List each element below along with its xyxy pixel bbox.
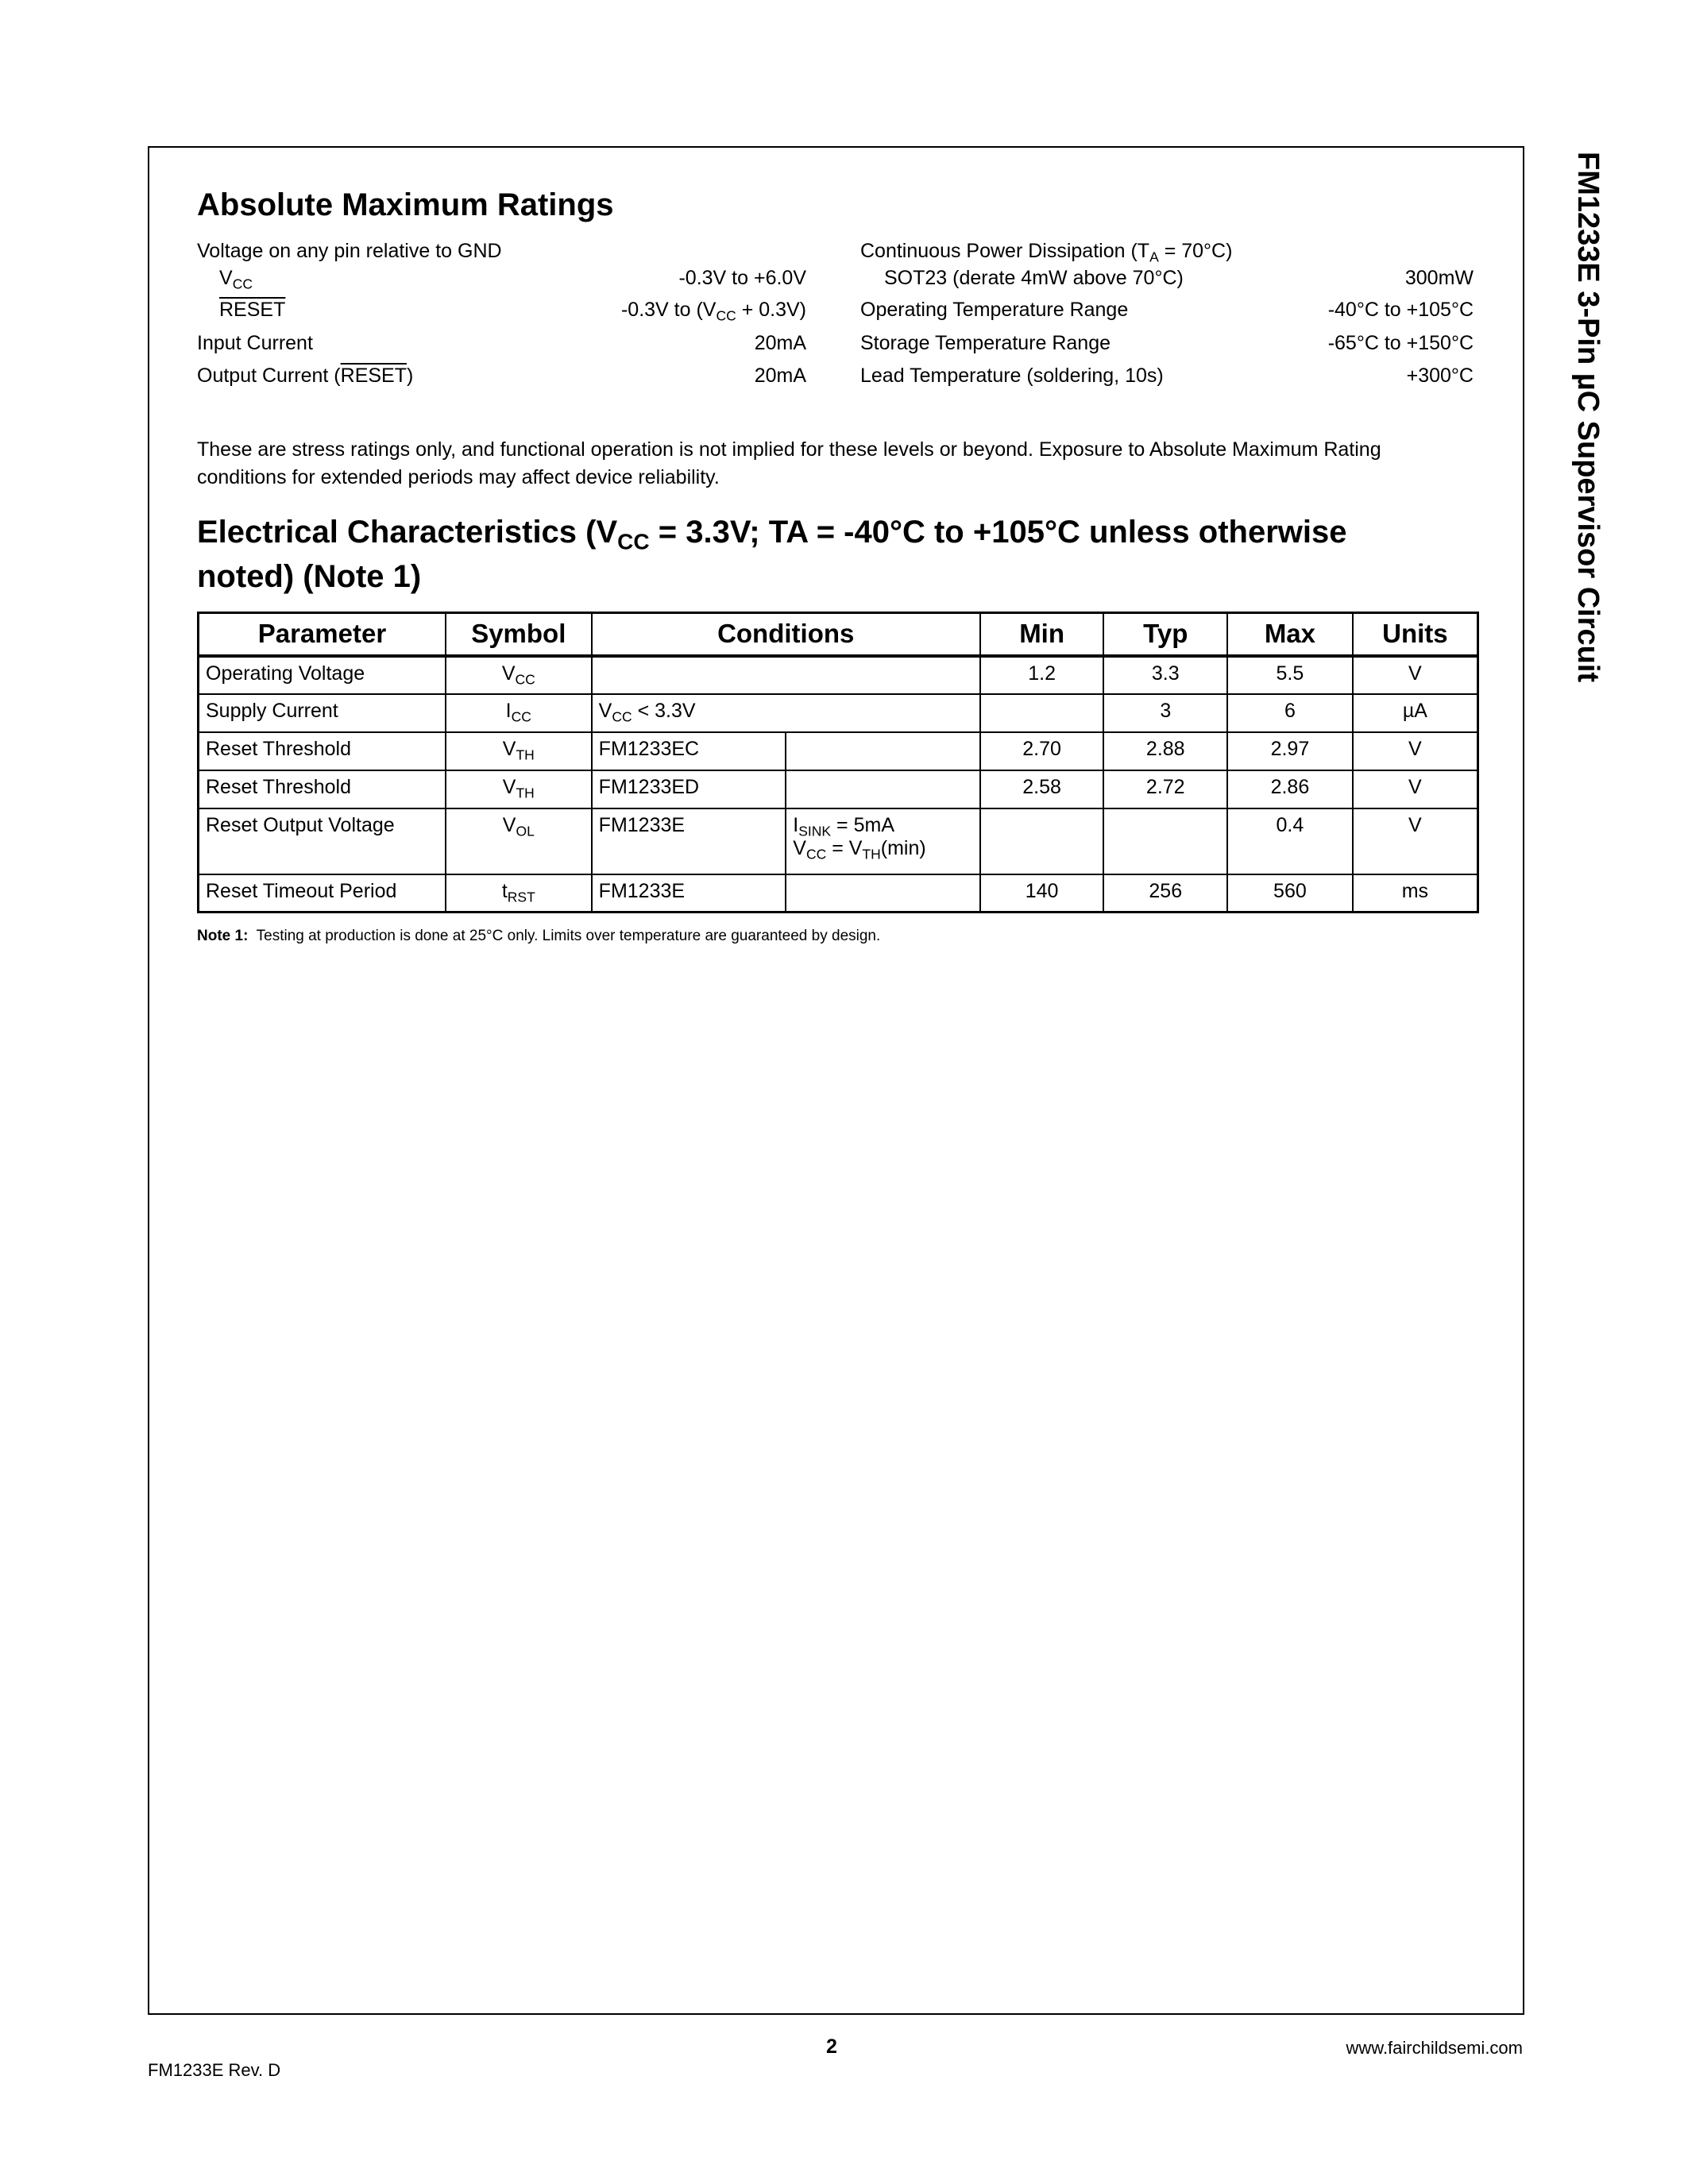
amr-left-header: Voltage on any pin relative to GND — [197, 240, 502, 262]
table-row — [199, 732, 1478, 770]
pd-pre: Continuous Power Dissipation (T — [860, 240, 1150, 262]
cell-symbol — [446, 732, 592, 770]
amr-output-current-value: 20mA — [754, 365, 806, 387]
cell-units: V — [1353, 808, 1478, 874]
cell-min — [980, 808, 1104, 874]
table-row — [199, 808, 1478, 874]
amr-input-current-label: Input Current — [197, 332, 313, 354]
oc-reset: RESET — [340, 365, 407, 387]
amr-storage-value: -65°C to +150°C — [1327, 332, 1474, 354]
cell-param: Reset Output Voltage — [199, 808, 446, 874]
amr-input-current-value: 20mA — [754, 332, 806, 354]
header-parameter: Parameter — [199, 613, 446, 656]
oc-pre: Output Current ( — [197, 365, 341, 387]
cell-param: Supply Current — [199, 694, 446, 732]
cell-units: V — [1353, 770, 1478, 808]
sym-sub: CC — [515, 670, 535, 687]
cell-condition-detail — [786, 874, 980, 913]
amr-title: Absolute Maximum Ratings — [197, 187, 614, 222]
cell-units: µA — [1353, 694, 1478, 732]
amr-output-current-label — [197, 365, 413, 388]
cond-sub: CC — [612, 708, 632, 724]
cell-max: 5.5 — [1227, 656, 1353, 694]
amr-reset-value — [621, 299, 806, 322]
sym: V — [502, 813, 516, 836]
ec-note — [197, 928, 880, 945]
cell-symbol — [446, 808, 592, 874]
reset-val-sub: CC — [716, 307, 736, 324]
table-row — [199, 694, 1478, 732]
cell-symbol — [446, 874, 592, 913]
page-frame — [148, 146, 1524, 2015]
amr-note-line1: These are stress ratings only, and functional operation is not implied for these levels or beyond. Exposure to Absolute Maximum Rating — [197, 438, 1381, 461]
header-symbol: Symbol — [446, 613, 592, 656]
cell-symbol — [446, 694, 592, 732]
cell-min: 2.70 — [980, 732, 1104, 770]
cell-min — [980, 694, 1104, 732]
ec-title-line1 — [197, 515, 1347, 554]
cell-max: 560 — [1227, 874, 1353, 913]
sym: I — [505, 699, 512, 722]
cell-typ: 3 — [1103, 694, 1227, 732]
cell-typ: 256 — [1103, 874, 1227, 913]
cell-param: Operating Voltage — [199, 656, 446, 694]
table-row — [199, 656, 1478, 694]
ec-title-line2: noted) (Note 1) — [197, 559, 422, 594]
amr-note-line2: conditions for extended periods may affect device reliability. — [197, 466, 720, 488]
amr-vcc-value: -0.3V to +6.0V — [678, 267, 806, 289]
ec-title-sub: CC — [617, 529, 650, 554]
sym-sub: CC — [511, 708, 531, 724]
amr-op-temp-value: -40°C to +105°C — [1327, 299, 1474, 321]
header-units: Units — [1353, 613, 1478, 656]
oc-post: ) — [407, 365, 414, 387]
cell-condition-part: FM1233E — [592, 874, 786, 913]
vth-v: = V — [826, 836, 863, 859]
ec-title-pre: Electrical Characteristics (V — [197, 515, 618, 550]
cell-param: Reset Threshold — [199, 732, 446, 770]
cell-param: Reset Timeout Period — [199, 874, 446, 913]
vcc-v: V — [219, 267, 233, 289]
sym-sub: TH — [516, 746, 535, 762]
cell-units: V — [1353, 656, 1478, 694]
amr-sot23-value: 300mW — [1404, 267, 1474, 289]
ec-title-post: = 3.3V; TA = -40°C to +105°C unless otherwise — [649, 515, 1347, 550]
amr-sot23-label: SOT23 (derate 4mW above 70°C) — [884, 267, 1184, 289]
cell-conditions — [592, 694, 980, 732]
cell-condition-detail — [786, 808, 980, 874]
cell-min: 1.2 — [980, 656, 1104, 694]
footer-revision: FM1233E Rev. D — [148, 2060, 281, 2080]
cell-min: 2.58 — [980, 770, 1104, 808]
cond-post: < 3.3V — [632, 699, 696, 722]
cell-symbol — [446, 656, 592, 694]
cell-min: 140 — [980, 874, 1104, 913]
amr-reset-label: RESET — [219, 299, 286, 321]
cond-pre: V — [598, 699, 612, 722]
note-text: Testing at production is done at 25°C only. Limits over temperature are guaranteed by design. — [256, 928, 881, 944]
pd-sub: A — [1149, 249, 1159, 265]
cell-typ: 2.88 — [1103, 732, 1227, 770]
table-row — [199, 770, 1478, 808]
isink-sub: SINK — [798, 822, 832, 839]
sym-sub: RST — [507, 888, 535, 905]
cell-conditions — [592, 656, 980, 694]
vcc-sub: CC — [232, 276, 253, 292]
amr-storage-label: Storage Temperature Range — [860, 332, 1111, 354]
cell-max: 0.4 — [1227, 808, 1353, 874]
footer-url[interactable]: www.fairchildsemi.com — [1346, 2038, 1523, 2058]
cond-isink — [793, 814, 973, 837]
amr-vcc-label — [219, 267, 253, 290]
header-typ: Typ — [1103, 613, 1227, 656]
cell-condition-part: FM1233ED — [592, 770, 786, 808]
sym: t — [501, 879, 508, 902]
cell-condition-part: FM1233E — [592, 808, 786, 874]
isink-i: I — [793, 813, 799, 836]
table-row — [199, 874, 1478, 913]
vcc-sub: CC — [805, 845, 827, 862]
amr-op-temp-label: Operating Temperature Range — [860, 299, 1129, 321]
cell-max: 6 — [1227, 694, 1353, 732]
cell-max: 2.86 — [1227, 770, 1353, 808]
cell-condition-detail — [786, 770, 980, 808]
cell-typ: 3.3 — [1103, 656, 1227, 694]
reset-val-pre: -0.3V to (V — [620, 299, 717, 321]
cell-symbol — [446, 770, 592, 808]
vcc-v: V — [793, 836, 806, 859]
cell-max: 2.97 — [1227, 732, 1353, 770]
header-conditions: Conditions — [592, 613, 980, 656]
side-title: FM1233E 3-Pin µC Supervisor Circuit — [1571, 152, 1605, 683]
cell-condition-detail — [786, 732, 980, 770]
reset-val-post: + 0.3V) — [736, 299, 806, 321]
cell-units: V — [1353, 732, 1478, 770]
header-max: Max — [1227, 613, 1353, 656]
sym: V — [502, 775, 516, 798]
cond-vcc-vth — [793, 837, 973, 860]
cell-condition-part: FM1233EC — [592, 732, 786, 770]
amr-lead-value: +300°C — [1406, 365, 1474, 387]
pd-post: = 70°C) — [1158, 240, 1233, 262]
page-number: 2 — [826, 2035, 837, 2058]
amr-lead-label: Lead Temperature (soldering, 10s) — [860, 365, 1164, 387]
cell-typ: 2.72 — [1103, 770, 1227, 808]
vth-post: (min) — [880, 836, 926, 859]
cell-typ — [1103, 808, 1227, 874]
isink-post: = 5mA — [831, 813, 894, 836]
note-label: Note 1: — [197, 928, 249, 944]
sym-sub: TH — [516, 784, 535, 801]
sym-sub: OL — [516, 822, 535, 839]
cell-units: ms — [1353, 874, 1478, 913]
sym: V — [501, 662, 516, 685]
sym: V — [502, 737, 516, 760]
cell-param: Reset Threshold — [199, 770, 446, 808]
ec-table — [197, 612, 1479, 913]
table-header-row — [199, 613, 1478, 656]
amr-right-header — [860, 240, 1232, 263]
vth-sub: TH — [862, 845, 881, 862]
header-min: Min — [980, 613, 1104, 656]
